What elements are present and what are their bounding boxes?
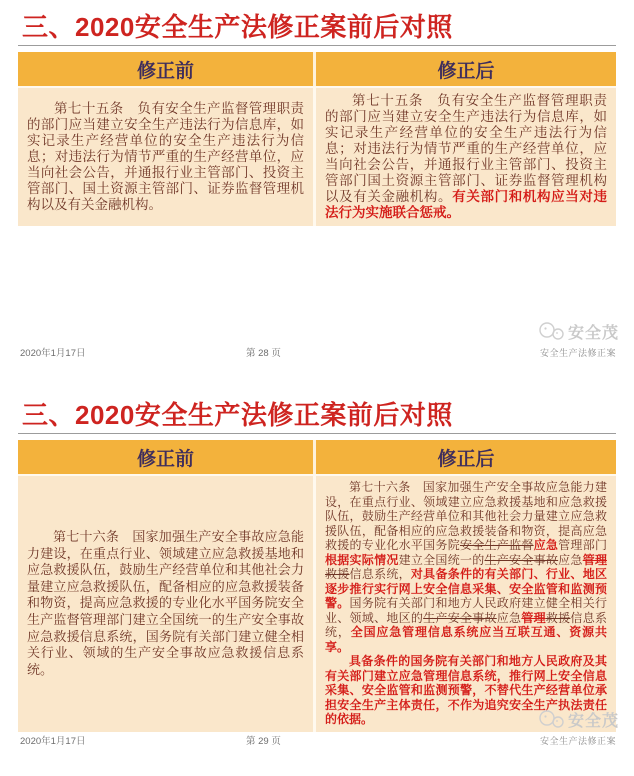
body-text: 建立全国统一的 (398, 552, 485, 567)
before-cell (18, 476, 313, 732)
brand-name: 安全茂 (568, 325, 620, 342)
comparison-table (18, 440, 616, 732)
deleted-text: 生产安全事故 (484, 552, 559, 567)
column-header-before: 修正前 (18, 52, 313, 86)
column-header-before: 修正前 (18, 440, 313, 474)
added-text: 对具备条件的有关部门、行业、地区逐步推行实行网上安全信息采集、安全监管和监测预警。 (325, 567, 607, 610)
deleted-text: 救援 (545, 610, 571, 625)
column-header-after: 修正后 (313, 440, 616, 474)
anquanmao-mascot-icon (538, 709, 566, 731)
body-text: 管理部门 (558, 538, 607, 552)
paragraph (325, 480, 607, 654)
added-text: 应急 (533, 538, 559, 552)
comparison-table (18, 52, 616, 226)
slide-title: 三、2020安全生产法修正案前后对照 (22, 400, 453, 430)
paragraph (27, 101, 304, 213)
brand-name: 安全茂 (568, 713, 620, 730)
body-text: 第七十六条 国家加强生产安全事故应急能力建设，在重点行业、领域建立应急救援基地和应急救援队伍，鼓励生产经营单位和其他社会力量建立应急救援队伍，配备相应的应急救援装备和物资，提高应急救援的专业化水平国务院安全生产监督管理部门建立全国统一的生产安全事故应急救援信息系统，国务院有关部门建立健全相关行业、领域的生产安全事故应急救援信息系统。 (27, 529, 304, 677)
page-number: 第 28 页 (246, 348, 281, 359)
before-cell (18, 88, 313, 226)
body-text: 第七十五条 负有安全生产监督管理职责的部门应当建立安全生产违法行为信息库，如实记录生产经营单位的安全生产违法行为信息；对违法行为情节严重的生产经营单位，应当向社会公告，并通报行业主管部门、投资主管部门国土资源主管部门、证券监督管理机构以及有关金融机构。 (325, 93, 607, 204)
watermark (538, 320, 619, 343)
paragraph (27, 529, 304, 678)
table-header-row (18, 440, 616, 474)
added-text: 有关部门和机构应当对违法行为实施联合惩戒。 (325, 189, 608, 220)
body-text: 第七十五条 负有安全生产监督管理职责的部门应当建立安全生产违法行为信息库，如实记录生产经营单位的安全生产违法行为信息；对违法行为情节严重的生产经营单位，应当向社会公告，并通报行业主管部门、投资主管部门、国土资源主管部门、证券监督管理机构以及有关金融机构。 (27, 101, 304, 212)
page-number: 第 29 页 (246, 736, 281, 747)
body-text: 信息系统， (325, 610, 607, 639)
after-cell (313, 88, 616, 226)
brand-subtitle: 安全生产法修正案 (540, 348, 617, 358)
deleted-text: 生产安全事故 (423, 610, 497, 625)
slide-title: 三、2020安全生产法修正案前后对照 (22, 12, 453, 42)
column-header-after: 修正后 (313, 52, 616, 86)
body-text: 国务院有关部门和地方人民政府建立健全相关行业、领域、地区的 (325, 596, 607, 625)
slide-date: 2020年1月17日 (20, 736, 86, 747)
title-divider (18, 433, 616, 434)
added-text: 根据实际情况 (325, 552, 399, 567)
watermark (538, 708, 619, 731)
added-text: 全国应急管理信息系统应当互联互通、资源共享。 (325, 625, 607, 654)
table-header-row (18, 52, 616, 86)
body-text: 信息系统， (349, 567, 411, 581)
table-body-row (18, 86, 616, 226)
deleted-text: 救援 (325, 567, 350, 581)
brand-subtitle: 安全生产法修正案 (540, 736, 617, 746)
anquanmao-mascot-icon (538, 321, 566, 343)
title-divider (18, 45, 616, 46)
added-text: 具备条件的国务院有关部门和地方人民政府及其有关部门建立应急管理信息系统，推行网上安全信息采集、安全监管和监测预警，不替代生产经营单位承担安全生产主体责任，不作为追究安全生产执法责任的依据。 (325, 654, 607, 726)
body-text: 第七十六条 国家加强生产安全事故应急能力建设，在重点行业、领域建立应急救援基地和应急救援队伍，鼓励生产经营单位和其他社会力量建立应急救援队伍，配备相应的应急救援装备和物资，提高应急救援的专业化水平国务院 (325, 480, 607, 552)
slide-page-29 (0, 388, 634, 776)
slide-date: 2020年1月17日 (20, 348, 86, 359)
deleted-text: 安全生产监督 (459, 538, 534, 552)
replaced-text: 管理 (521, 610, 546, 625)
paragraph (325, 93, 607, 221)
body-text: 应急 (496, 610, 522, 625)
table-body-row (18, 474, 616, 732)
body-text: 应急 (558, 552, 583, 567)
replaced-text: 管理 (582, 552, 607, 567)
after-cell (313, 476, 616, 732)
